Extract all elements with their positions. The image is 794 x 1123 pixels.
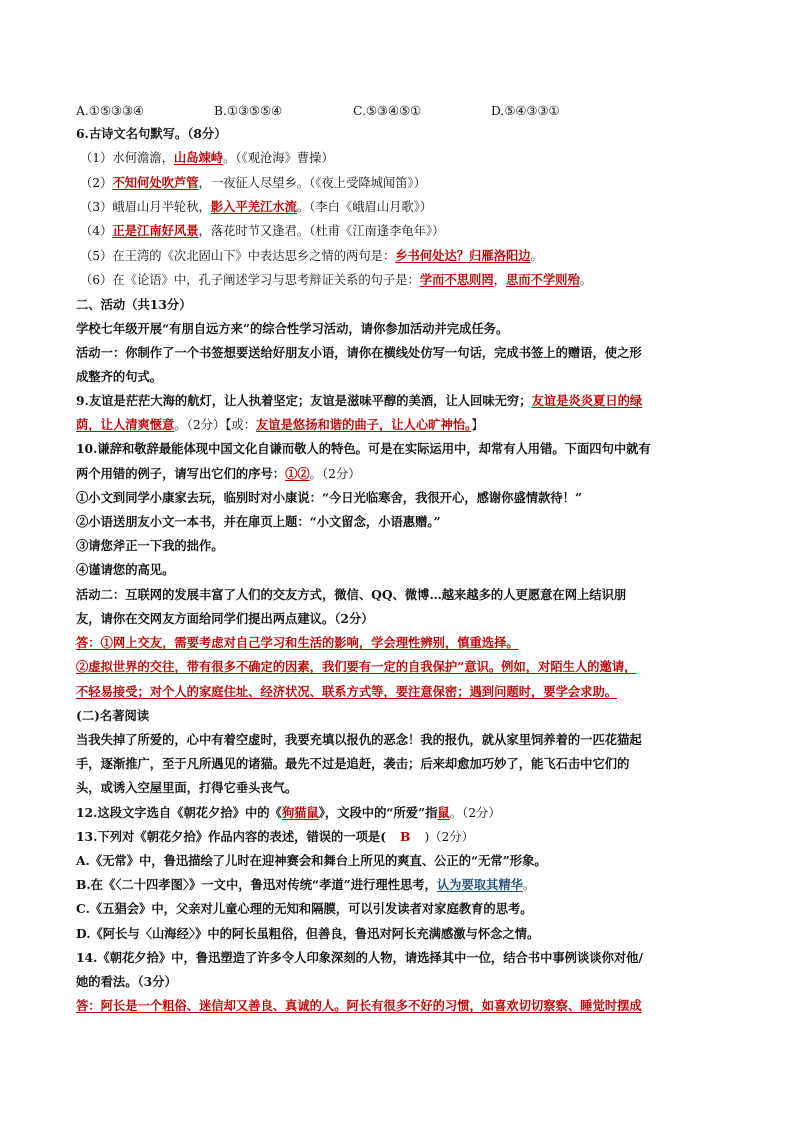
question-5-options xyxy=(76,103,559,119)
answer: 乡书何处达？ xyxy=(395,248,470,263)
sentence-4: ④谨请您的高见。 xyxy=(76,562,175,577)
question-9-cont: 荫，让人清爽惬意。（2分）【或：友谊是悠扬和谐的曲子，让人心旷神怡。】 xyxy=(76,417,484,432)
answer: 山岛竦峙 xyxy=(173,150,224,165)
section-heading: (二)名著阅读 xyxy=(76,708,150,723)
reading-passage: 头，或诱入空屋里面，打得它垂头丧气。 xyxy=(76,780,298,795)
answer: B xyxy=(400,829,411,844)
answer: 归雁洛阳边 xyxy=(469,248,531,263)
option-d: D.⑤④③③① xyxy=(491,104,560,118)
question-10-cont: 两个用错的例子，请写出它们的序号：①②。（2分） xyxy=(76,466,361,481)
option-c: C.《五猖会》中，父亲对儿童心理的无知和隔膜，可以引发读者对家庭教育的思考。 xyxy=(76,901,533,916)
option-d: D.《阿长与〈山海经〉》中的阿长虽粗俗，但善良，鲁迅对阿长充满感激与怀念之情。 xyxy=(76,926,540,941)
question-13: 13.下列对《朝花夕拾》作品内容的表述，错误的一项是( B )（2分） xyxy=(76,829,474,844)
answer: ①② xyxy=(285,466,310,481)
answer: 答：①网上交友，需要考虑对自己学习和生活的影响，学会理性辨别，慎重选择。 xyxy=(76,635,519,650)
answer: 正是江南好风景 xyxy=(112,223,199,238)
reading-passage: 手，逐渐推广，至于凡所遇见的诸猫。最先不过是追赶，袭击；后来却愈加巧妙了，能飞石击中它们的 xyxy=(76,756,630,771)
activity-2-text: 友，请你在交网友方面给同学们提出两点建议。（2分） xyxy=(76,611,374,626)
answer: 友谊是悠扬和谐的曲子，让人心旷神怡。 xyxy=(256,417,472,432)
activity-intro: 学校七年级开展“有朋自远方来”的综合性学习活动，请你参加活动并完成任务。 xyxy=(76,321,509,336)
question-14: 14.《朝花夕拾》中，鲁迅塑造了许多令人印象深刻的人物，请选择其中一位，结合书中事例谈谈你对他/ xyxy=(76,950,643,965)
activity-1-text: 活动一：你制作了一个书签想要送给好朋友小语，请你在横线处仿写一句话，完成书签上的赠语，使之形 xyxy=(76,345,642,360)
reading-passage: 当我失掉了所爱的，心中有着空虚时，我要充填以报仇的恶念！我的报仇，就从家里饲养着的一匹花猫起 xyxy=(76,732,642,747)
option-b: B.在《〈二十四孝图〉》一文中，鲁迅对传统“孝道”进行理性思考，认为要取其精华。 xyxy=(76,877,536,892)
option-a: A.①⑤③③④ xyxy=(76,104,144,118)
answer: 不轻易接受；对个人的家庭住址、经济状况、联系方式等，要注意保密；遇到问题时，要学会求助。 xyxy=(76,684,618,699)
option-c: C.⑤③④⑤① xyxy=(353,104,421,118)
question-10: 10.谦辞和敬辞最能体现中国文化自谦而敬人的特色。可是在实际运用中，却常有人用错。下面四句中就有 xyxy=(76,441,651,456)
answer: 狗猫鼠 xyxy=(281,805,319,820)
answer: 友谊是炎炎夏日的绿 xyxy=(531,393,643,408)
poem-line-4: （4）正是江南好风景，落花时节又逢君。（杜甫《江南逢李龟年》） xyxy=(80,223,445,238)
option-b: B.①③⑤⑤④ xyxy=(214,104,283,118)
poem-line-5: （5）在王湾的《次北固山下》中表达思乡之情的两句是：乡书何处达？归雁洛阳边。 xyxy=(80,248,543,263)
answer: 不知何处吹芦管 xyxy=(112,175,199,190)
question-14-cont: 她的看法。（3分） xyxy=(76,974,177,989)
sentence-3: ③请您斧正一下我的拙作。 xyxy=(76,538,224,553)
poem-line-6: （6）在《论语》中，孔子阐述学习与思考辩证关系的句子是：学而不思则罔，思而不学则殆。 xyxy=(80,272,593,287)
answer: 答：阿长是一个粗俗、迷信却又善良、真诚的人。阿长有很多不好的习惯，如喜欢切切察察、睡觉时摆成 xyxy=(76,998,642,1013)
poem-line-3: （3）峨眉山月半轮秋，影入平羌江水流。（李白《峨眉山月歌》） xyxy=(80,199,433,214)
answer: 荫，让人清爽惬意 xyxy=(76,417,175,432)
question-6-title: 6.古诗文名句默写。（8分） xyxy=(76,126,227,141)
activity-2-text: 活动二：互联网的发展丰富了人们的交友方式，微信、QQ、微博…越来越多的人更愿意在网上结识朋 xyxy=(76,587,627,602)
question-9: 9.友谊是茫茫大海的航灯，让人执着坚定；友谊是滋味平醇的美酒，让人回味无穷；友谊是炎炎夏日的绿 xyxy=(76,393,643,408)
answer: 思而不学则殆 xyxy=(505,272,580,287)
answer: 影入平羌江水流 xyxy=(210,199,297,214)
question-12: 12.这段文字选自《朝花夕拾》中的《狗猫鼠》，文段中的“所爱”指鼠。（2分） xyxy=(76,805,501,820)
answer: 鼠 xyxy=(437,805,450,820)
section-heading: 二、活动（共13分） xyxy=(76,297,192,312)
poem-line-1: （1）水何澹澹，山岛竦峙。（《观沧海》曹操） xyxy=(80,150,334,165)
sentence-2: ②小语送朋友小文一本书，并在扉页上题：“小文留念，小语惠赠。” xyxy=(76,514,441,529)
activity-1-text: 成整齐的句式。 xyxy=(76,369,163,384)
answer: 学而不思则罔 xyxy=(419,272,494,287)
answer: ②虚拟世界的交往，带有很多不确定的因素，我们要有一定的自我保护”意识。例如，对陌生人的邀请， xyxy=(76,659,637,674)
correction-note: 认为要取其精华 xyxy=(436,877,523,892)
option-a: A.《无常》中，鲁迅描绘了儿时在迎神赛会和舞台上所见的爽直、公正的“无常”形象。 xyxy=(76,853,547,868)
sentence-1: ①小文到同学小康家去玩，临别时对小康说：“今日光临寒舍，我很开心，感谢你盛情款待！” xyxy=(76,490,583,505)
poem-line-2: （2）不知何处吹芦管，一夜征人尽望乡。（《夜上受降城闻笛》） xyxy=(80,175,427,190)
